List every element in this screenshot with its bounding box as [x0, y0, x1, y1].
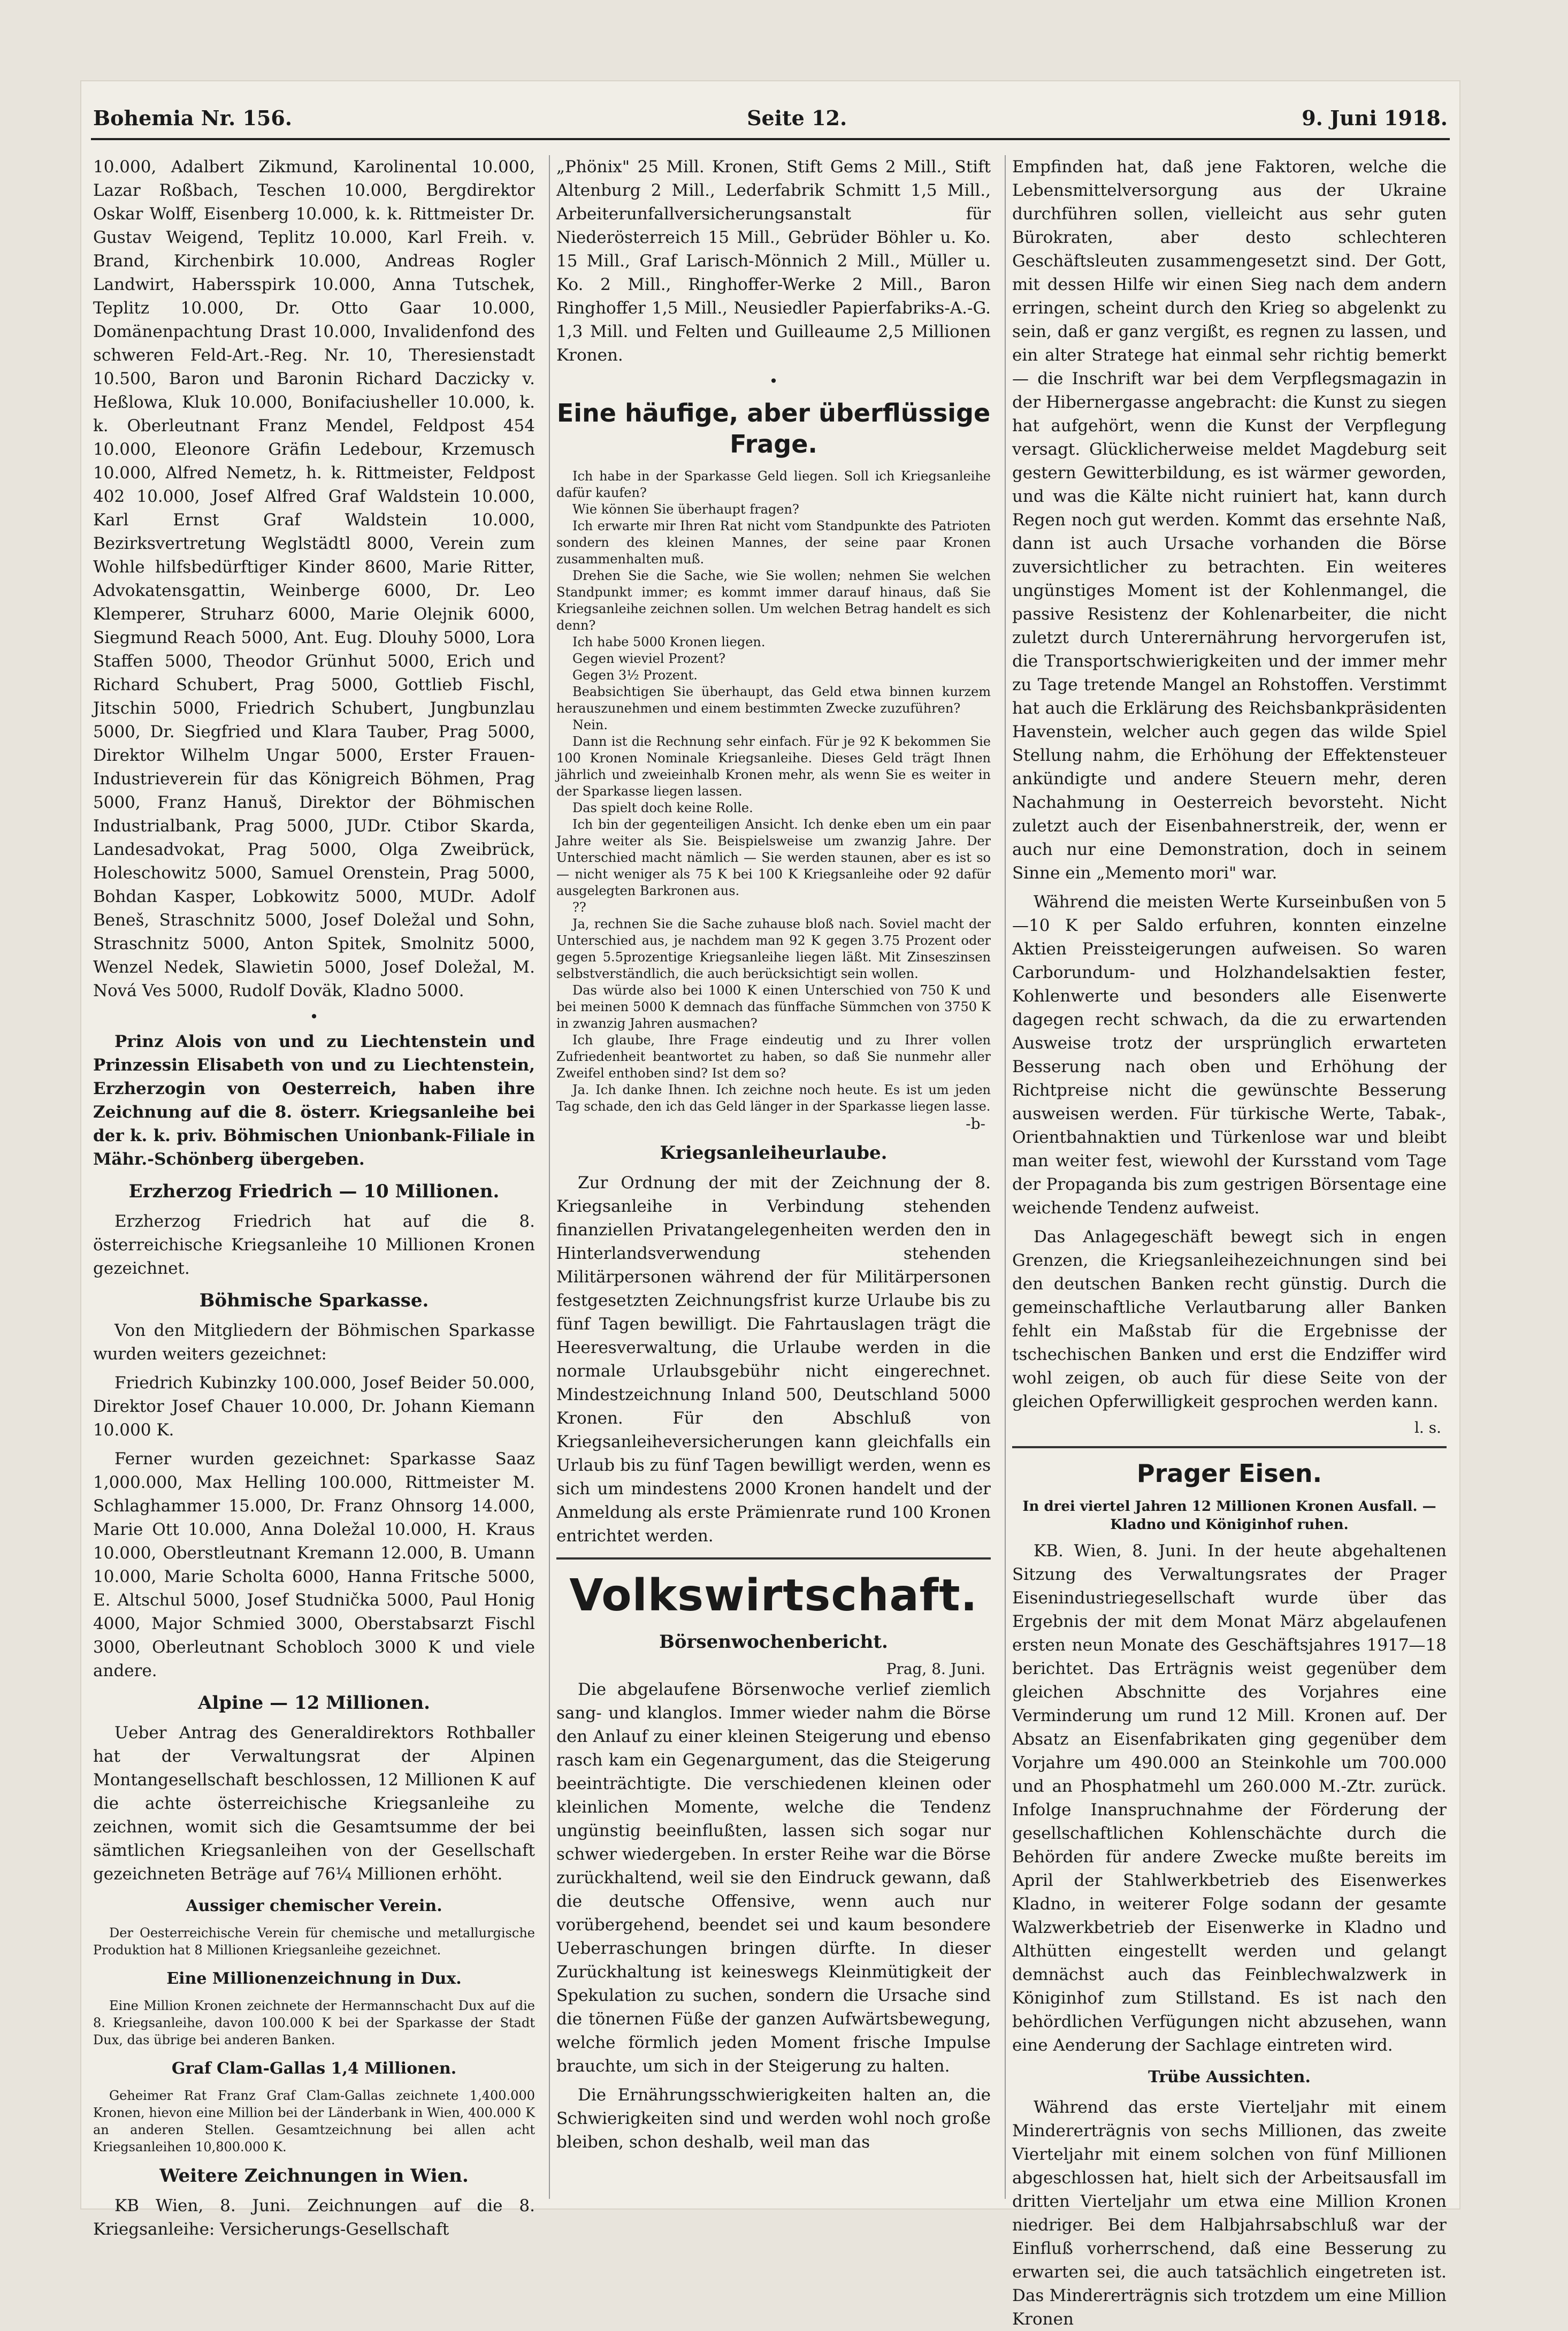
- article-subheading: In drei viertel Jahren 12 Millionen Kronen Ausfall. — Kladno und Königinhof ruhen.: [1022, 1499, 1436, 1533]
- article-heading: Trübe Aussichten.: [1148, 2068, 1311, 2087]
- section-rule: [556, 1557, 991, 1560]
- article-paragraph: Zur Ordnung der mit der Zeichnung der 8. Kriegsanleihe in Verbindung stehenden finanziellen Privatangelegenheiten werden den in Hinterlandsverwendung stehenden Militärpersonen während der für Militärpersonen festgesetzten Zeichnungsfrist kurze Urlaube bis zu fünf Tagen bewilligt. Die Fahrtauslagen trägt die Heeresverwaltung, die Urlaube werden in die normale Urlaubsgebühr nicht eingerechnet. Mindestzeichnung Inland 500, Deutschland 5000 Kronen. Für den Abschluß von Kriegsanleiheversicherungen kann gleichfalls ein Urlaub bis zu fünf Tagen bewilligt werden, wenn es sich um mindestens 2000 Kronen handelt und der Anmeldung als erste Prämienrate rund 100 Kronen entrichtet werden.: [556, 1173, 991, 1546]
- dialogue-line: Gegen 3½ Prozent.: [572, 668, 698, 683]
- article-paragraph: Erzherzog Friedrich hat auf die 8. österreichische Kriegsanleihe 10 Millionen Kronen gezeichnet.: [93, 1212, 535, 1278]
- article-heading: Erzherzog Friedrich — 10 Millionen.: [128, 1181, 500, 1202]
- article-paragraph: Ferner wurden gezeichnet: Sparkasse Saaz 1,000.000, Max Helling 100.000, Rittmeister M. Schlaghammer 15.000, Dr. Franz Ohnsorg 14.000, Marie Ott 10.000, Anna Doležal 10.000, H. Kraus 10.000, Oberstleutnant Kremann 12.000, B. Umann 10.000, Marie Scholta 6000, Hanna Fritsche 5000, E. Altschul 5000, Josef Studnička 5000, Paul Honig 4000, Major Schmied 3000, Oberstabsarzt Fischl 3000, Oberleutnant Schobloch 3000 K und viele andere.: [93, 1449, 535, 1680]
- subscription-list: 10.000, Adalbert Zikmund, Karolinental 10.000, Lazar Roßbach, Teschen 10.000, Bergdirektor Oskar Wolff, Eisenberg 10.000, k. k. Rittmeister Dr. Gustav Weigend, Teplitz 10.000, Karl Freih. v. Brand, Kirchenbirk 10.000, Andreas Rogler Landwirt, Habersspirk 10.000, Anna Tutschek, Teplitz 10.000, Dr. Otto Gaar 10.000, Domänenpachtung Drast 10.000, Invalidenfond des schweren Feld-Art.-Reg. Nr. 10, Theresienstadt 10.500, Baron und Baronin Richard Daczicky v. Heßlowa, Kluk 10.000, Bonifaciusheller 10.000, k. k. Oberleutnant Franz Mendel, Feldpost 454 10.000, Eleonore Gräfin Ledebour, Krzemusch 10.000, Alfred Nemetz, h. k. Rittmeister, Feldpost 402 10.000, Josef Alfred Graf Waldstein 10.000, Karl Ernst Graf Waldstein 10.000, Bezirksvertretung Weglstädtl 8000, Verein zum Wohle hilfsbedürftiger Kinder 8600, Marie Ritter, Advokatensgattin, Weinberge 6000, Dr. Leo Klemperer, Struharz 6000, Marie Olejnik 6000, Siegmund Reach 5000, Ant. Eug. Dlouhy 5000, Lora Staffen 5000, Theodor Grünhut 5000, Erich und Richard Schubert, Prag 5000, Gottlieb Fischl, Jitschin 5000, Friedrich Schubert, Jungbunzlau 5000, Dr. Siegfried und Klara Tauber, Prag 5000, Direktor Wilhelm Ungar 5000, Erster Frauen-Industrieverein für das Königreich Böhmen, Prag 5000, Franz Hanuš, Direktor der Böhmischen Industrialbank, Prag 5000, JUDr. Ctibor Skarda, Landesadvokat, Prag 5000, Olga Zweibrück, Holeschowitz 5000, Samuel Orenstein, Prag 5000, Bohdan Kasper, Lobkowitz 5000, MUDr. Adolf Beneš, Straschnitz 5000, Josef Doležal und Sohn, Straschnitz 5000, Anton Spitek, Smolnitz 5000, Wenzel Nedek, Slawietin 5000, Josef Doležal, M. Nová Ves 5000, Rudolf Doväk, Kladno 5000.: [93, 157, 535, 1000]
- article-paragraph: Das Anlagegeschäft bewegt sich in engen Grenzen, die Kriegsanleihezeichnungen sind bei den deutschen Banken recht günstig. Durch die gemeinschaftliche Verlautbarung aller Banken fehlt ein Maßstab für die Ergebnisse der tschechischen Banken und erst die Endziffer wird wohl zeigen, ob auch für diese Seite von der gleichen Opferwilligkeit gesprochen werden kann.: [1012, 1227, 1447, 1411]
- page-number: Seite 12.: [747, 105, 847, 130]
- article-heading: Weitere Zeichnungen in Wien.: [159, 2165, 469, 2187]
- article-heading: Eine Millionenzeichnung in Dux.: [166, 1969, 462, 1988]
- article-paragraph: Von den Mitgliedern der Böhmischen Sparkasse wurden weiters gezeichnet:: [93, 1321, 535, 1364]
- columns: [93, 155, 1448, 2329]
- dateline: Prag, 8. Juni.: [886, 1660, 985, 1678]
- header-rule: [91, 138, 1450, 140]
- column-3: [1005, 155, 1447, 2329]
- dialogue-line: Dann ist die Rechnung sehr einfach. Für je 92 K bekommen Sie 100 Kronen Nominale Kriegsanleihe. Dieses Geld trägt Ihnen jährlich und zweieinhalb Kronen mehr, als wenn Sie es weiter in der Sparkasse liegen lassen.: [556, 734, 991, 799]
- column-2: [549, 155, 991, 2199]
- section-title: Volkswirtschaft.: [569, 1570, 978, 1621]
- article-paragraph: Der Oesterreichische Verein für chemische und metallurgische Produktion hat 8 Millionen Kriegsanleihe gezeichnet.: [93, 1925, 535, 1958]
- article-paragraph: Die Ernährungsschwierigkeiten halten an, die Schwierigkeiten sind und werden wohl noch große bleiben, schon deshalb, weil man das: [556, 2085, 991, 2152]
- dialogue-line: Ich glaube, Ihre Frage eindeutig und zu Ihrer vollen Zufriedenheit beantwortet zu haben, so daß Sie nunmehr aller Zweifel enthoben sind? Ist dem so?: [556, 1033, 991, 1081]
- separator: •: [309, 1008, 319, 1026]
- dialogue-line: Wie können Sie überhaupt fragen?: [572, 502, 799, 517]
- article-heading: Prager Eisen.: [1136, 1459, 1322, 1488]
- author-signature: -b-: [966, 1115, 985, 1133]
- page-header: [80, 102, 1460, 134]
- article-paragraph: Eine Million Kronen zeichnete der Hermannschacht Dux auf die 8. Kriegsanleihe, davon 100.000 K bei der Sparkasse der Stadt Dux, das übrige bei anderen Banken.: [93, 1998, 535, 2047]
- article-heading: Eine häufige, aber überflüssige Frage.: [556, 399, 991, 458]
- article-heading: Graf Clam-Gallas 1,4 Millionen.: [171, 2059, 457, 2078]
- newspaper-page: [80, 80, 1460, 2329]
- dialogue-line: Ich bin der gegenteiligen Ansicht. Ich denke eben um ein paar Jahre weiter als Sie. Beispielsweise um zwanzig Jahre. Der Unterschied macht nämlich — Sie werden staunen, aber es ist so — nicht weniger als 75 K bei 100 K Kriegsanleihe oder 92 dafür ausgelegten Barkronen aus.: [556, 817, 991, 898]
- article-paragraph: Während das erste Vierteljahr mit einem Mindererträgnis von sechs Millionen, das zweite Vierteljahr mit einem solchen von fünf Millionen abgeschlossen hat, hielt sich der Arbeitsausfall im dritten Vierteljahr um etwa eine Million Kronen niedriger. Bei dem Halbjahrsabschluß war der Einfluß vorherrschend, daß eine Besserung zu erwarten sei, die auch tatsächlich eingetreten ist. Das Mindererträgnis sich trotzdem um eine Million Kronen: [1012, 2098, 1447, 2329]
- article-heading: Alpine — 12 Millionen.: [197, 1692, 431, 1714]
- separator: •: [769, 372, 778, 390]
- dialogue-line: Das spielt doch keine Rolle.: [572, 800, 753, 815]
- article-heading: Böhmische Sparkasse.: [199, 1290, 429, 1311]
- dialogue-line: Ja. Ich danke Ihnen. Ich zeichne noch heute. Es ist um jeden Tag schade, den ich das Geld länger in der Sparkasse liegen lasse.: [556, 1082, 991, 1114]
- dialogue-line: Ich habe in der Sparkasse Geld liegen. Soll ich Kriegsanleihe dafür kaufen?: [556, 469, 991, 500]
- article-heading: Börsenwochenbericht.: [659, 1631, 888, 1653]
- article-paragraph: Während die meisten Werte Kurseinbußen von 5—10 K per Saldo erfuhren, konnten einzelne Aktien Preissteigerungen aufweisen. So waren Carborundum- und Holzhandelsaktien fester, Kohlenwerte und besonders alle Eisenwerte dagegen recht schwach, da die zu erwartenden Ausweise trotz der ursprünglich erwarteten Besserung nach oben und Erhöhung der Richtpreise nicht die gewünschte Besserung ausweisen werden. Für türkische Werte, Tabak-, Orientbahnaktien und Türkenlose war und bleibt man weiter fest, wiewohl der Kursstand vom Tage der Propaganda bis zum gestrigen Börsentage eine weichende Tendenz aufweist.: [1012, 892, 1447, 1218]
- article-paragraph: KB Wien, 8. Juni. Zeichnungen auf die 8. Kriegsanleihe: Versicherungs-Gesellschaft: [93, 2196, 535, 2239]
- section-rule: [1012, 1446, 1447, 1448]
- article-paragraph: Die abgelaufene Börsenwoche verlief ziemlich sang- und klanglos. Immer wieder nahm die Börse den Anlauf zu einer kleinen Steigerung und ebenso rasch kam ein Gegenargument, das die Steigerung beeinträchtigte. Die verschiedenen kleinen oder kleinlichen Momente, welche die Tendenz ungünstig beeinflußten, lassen sich sogar nur schwer wiedergeben. In erster Reihe war die Börse zurückhaltend, weil sie den Eindruck gewann, daß die deutsche Offensive, wenn auch nur vorübergehend, beendet sei und kaum besondere Ueberraschungen bringen dürfte. In dieser Zurückhaltung ist keineswegs Kleinmütigkeit der Spekulation zu suchen, sondern die Ursache sind die tönernen Füße der ganzen Aufwärtsbewegung, welche förmlich jeden Moment frische Impulse brauchte, um sich in der Steigerung zu halten.: [556, 1680, 991, 2076]
- article-heading: Aussiger chemischer Verein.: [186, 1897, 442, 1915]
- issue-date: 9. Juni 1918.: [1302, 105, 1448, 130]
- dialogue-line: Das würde also bei 1000 K einen Unterschied von 750 K und bei meinen 5000 K demnach das fünffache Sümmchen von 3750 K in zwanzig Jahren ausmachen?: [556, 983, 991, 1031]
- article-paragraph: Ueber Antrag des Generaldirektors Rothballer hat der Verwaltungsrat der Alpinen Montangesellschaft beschlossen, 12 Millionen K auf die achte österreichische Kriegsanleihe zu zeichnen, womit sich die Gesamtsumme der bei sämtlichen Kriegsanleihen von der Gesellschaft gezeichneten Beträge auf 76¼ Millionen erhöht.: [93, 1723, 535, 1884]
- article-heading: Kriegsanleiheurlaube.: [660, 1142, 888, 1164]
- article-paragraph: „Phönix" 25 Mill. Kronen, Stift Gems 2 Mill., Stift Altenburg 2 Mill., Lederfabrik Schmitt 1,5 Mill., Arbeiterunfallversicherungsanstalt für Niederösterreich 15 Mill., Gebrüder Böhler u. Ko. 15 Mill., Graf Larisch-Mönnich 2 Mill., Müller u. Ko. 2 Mill., Ringhoffer-Werke 2 Mill., Baron Ringhoffer 1,5 Mill., Neusiedler Papierfabriks-A.-G. 1,3 Mill. und Felten und Guilleaume 2,5 Millionen Kronen.: [556, 157, 991, 365]
- dialogue: [556, 468, 991, 1115]
- article-paragraph: Prinz Alois von und zu Liechtenstein und Prinzessin Elisabeth von und zu Liechtenstein, Erzherzogin von Oesterreich, haben ihre Zeichnung auf die 8. österr. Kriegsanleihe bei der k. k. priv. Böhmischen Unionbank-Filiale in Mähr.-Schönberg übergeben.: [93, 1032, 535, 1169]
- dialogue-line: Ja, rechnen Sie die Sache zuhause bloß nach. Soviel macht der Unterschied aus, je nachdem man 92 K gegen 3.75 Prozent oder gegen 5.5prozentige Kriegsanleihe liegen läßt. Mit Zinseszinsen selbstverständlich, die auch berücksichtigt sein wollen.: [556, 916, 991, 981]
- author-signature: l. s.: [1414, 1419, 1441, 1436]
- article-paragraph: KB. Wien, 8. Juni. In der heute abgehaltenen Sitzung des Verwaltungsrates der Prager Eisenindustriegesellschaft wurde über das Ergebnis der mit dem Monat März abgelaufenen ersten neun Monate des Geschäftsjahres 1917—18 berichtet. Das Erträgnis weist gegenüber dem gleichen Abschnitte des Vorjahres eine Verminderung um rund 12 Mill. Kronen auf. Der Absatz an Eisenfabrikaten ging gegenüber dem Vorjahre um 490.000 an Steinkohle um 700.000 und an Phosphatmehl um 260.000 M.-Ztr. zurück. Infolge Inanspruchnahme der Förderung der gesellschaftlichen Kohlenschächte durch die Behörden für andere Zwecke mußte bereits im April der Stahlwerkbetrieb des Eisenwerkes Kladno, in weiterer Folge sodann der gesamte Walzwerkbetrieb der Eisenwerke in Kladno und Althütten eingestellt werden und gelangt demnächst auch das Feinblechwalzwerk in Königinhof zum Stillstand. Es ist nach den behördlichen Verfügungen nicht abzusehen, wann eine Aenderung der Sachlage eintreten wird.: [1012, 1541, 1447, 2055]
- dialogue-line: Beabsichtigen Sie überhaupt, das Geld etwa binnen kurzem herauszunehmen und einem bestimmten Zwecke zuzuführen?: [556, 684, 991, 716]
- dialogue-line: Gegen wieviel Prozent?: [572, 651, 726, 666]
- dialogue-line: Ich erwarte mir Ihren Rat nicht vom Standpunkte des Patrioten sondern des kleinen Mannes, der seine paar Kronen zusammenhalten muß.: [556, 518, 991, 567]
- dialogue-line: Drehen Sie die Sache, wie Sie wollen; nehmen Sie welchen Standpunkt immer; es kommt immer darauf hinaus, daß Sie Kriegsanleihe zeichnen sollen. Um welchen Betrag handelt es sich denn?: [556, 568, 991, 633]
- article-paragraph: Empfinden hat, daß jene Faktoren, welche die Lebensmittelversorgung aus der Ukraine durchführen sollen, vielleicht aus sehr guten Bürokraten, aber desto schlechteren Geschäftsleuten zusammengesetzt sind. Der Gott, mit dessen Hilfe wir einen Sieg nach dem andern erringen, scheint durch den Krieg so abgelenkt zu sein, daß er ganz vergißt, es regnen zu lassen, und ein alter Stratege hat einmal sehr richtig bemerkt — die Inschrift war bei dem Verpflegsmagazin in der Hibernergasse angebracht: die Kunst zu siegen hat aufgehört, wenn die Kunst der Verpflegung versagt. Glücklicherweise meldet Magdeburg seit gestern Gewitterbildung, es ist wärmer geworden, und was die Kälte nicht ruiniert hat, kann durch Regen noch gut werden. Kommt das ersehnte Naß, dann ist auch Ursache vorhanden die Börse zuversichtlicher zu betrachten. Ein weiteres ungünstiges Moment ist der Kohlenmangel, die passive Resistenz der Kohlenarbeiter, die nicht zuletzt durch Unterernährung hervorgerufen ist, die Transportschwierigkeiten und der immer mehr zu Tage tretende Mangel an Rohstoffen. Verstimmt hat auch die Erklärung des Reichsbankpräsidenten Havenstein, welcher auch gegen das wilde Spiel Stellung nahm, die Erhöhung der Effektensteuer ankündigte und andere Steuern mehr, deren Nachahmung in Oesterreich bevorsteht. Nicht zuletzt auch der Eisenbahnerstreik, der, wenn er auch nur eine Demonstration, doch in seinem Sinne ein „Memento mori" war.: [1012, 157, 1447, 883]
- masthead: Bohemia Nr. 156.: [93, 105, 293, 130]
- dialogue-line: ??: [572, 900, 586, 915]
- dialogue-line: Ich habe 5000 Kronen liegen.: [572, 635, 766, 649]
- article-paragraph: Geheimer Rat Franz Graf Clam-Gallas zeichnete 1,400.000 Kronen, hievon eine Million bei der Länderbank in Wien, 400.000 K an anderen Stellen. Gesamtzeichnung bei allen acht Kriegsanleihen 10,800.000 K.: [93, 2088, 535, 2154]
- article-paragraph: Friedrich Kubinzky 100.000, Josef Beider 50.000, Direktor Josef Chauer 10.000, Dr. Johann Kiemann 10.000 K.: [93, 1373, 535, 1440]
- column-1: [93, 155, 535, 2239]
- dialogue-line: Nein.: [572, 717, 608, 732]
